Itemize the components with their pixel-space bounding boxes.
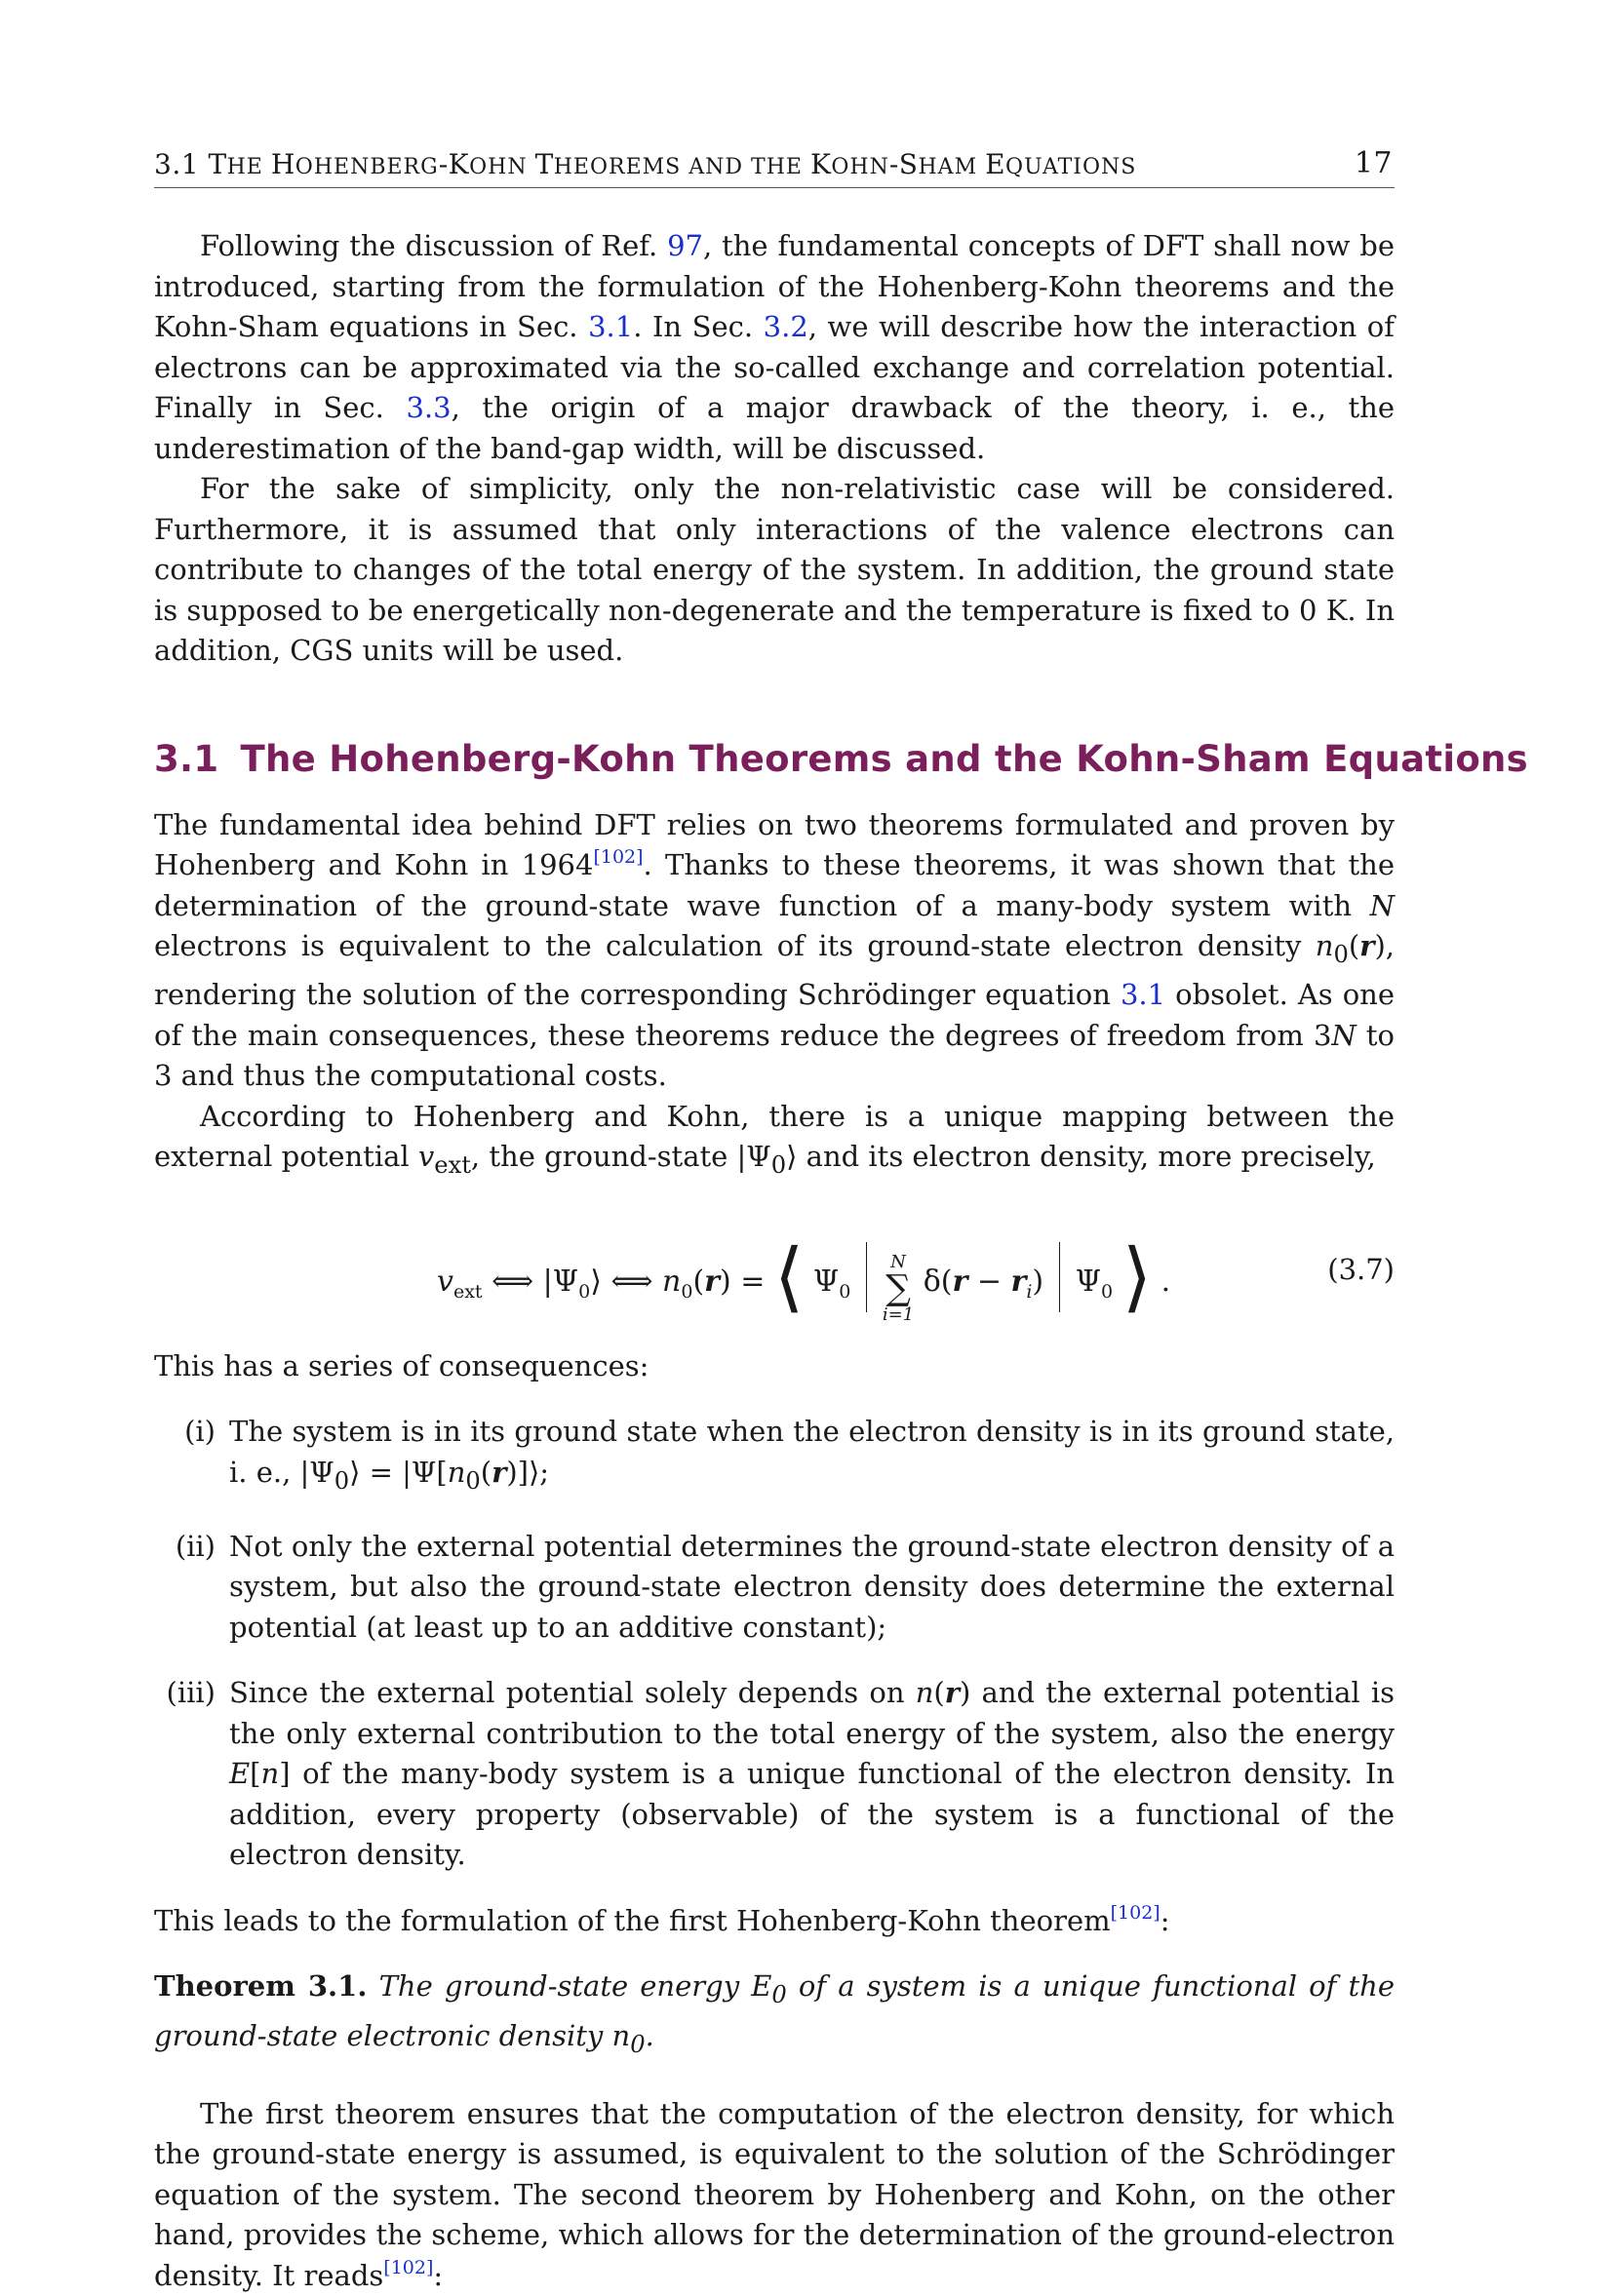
body-paragraph-4: This leads to the formulation of the first Hohenberg-Kohn theorem[102]: [154, 1901, 1170, 1937]
list-item-marker: (ii) [175, 1529, 216, 1563]
reference-link[interactable]: [102] [593, 846, 644, 868]
list-item-text: Since the external potential solely depends on n(r) and the external potential is the only external contribution to the total energy of the system, also the energy E[n] of the many-body system is a unique functional of the electron density. In addition, every property (observable) of the system is a functional of the electron density. [229, 1676, 1395, 1872]
body-paragraph-2: According to Hohenberg and Kohn, there is a unique mapping between the external potential $v_{ext}$, the ground-state $|\Psi_0⟩$ and its electron density, more precisely, [154, 1099, 1395, 1180]
body-paragraph-5: The first theorem ensures that the computation of the electron density, for which the ground-state energy is assumed, is equivalent to the solution of the Schrödinger equation of the system. The second theorem by Hohenberg and Kohn, on the other hand, provides the scheme, which allows for the determination of the ground-electron density. It reads[102]: [154, 2096, 1395, 2292]
reference-link[interactable]: 3.1 [1120, 978, 1166, 1012]
list-item-marker: (iii) [166, 1676, 216, 1710]
intro-paragraph-2: For the sake of simplicity, only the non-relativistic case will be considered. Furthermore, it is assumed that only interactions of the valence electrons can contribute to changes of the total energy of the system. In addition, the ground state is supposed to be energetically non-degenerate and the temperature is fixed to 0 K. In addition, CGS units will be used. [154, 472, 1395, 667]
reference-link[interactable]: [102] [383, 2256, 434, 2278]
reference-link[interactable]: 97 [667, 229, 703, 262]
equation-3-7 [154, 1216, 1395, 1333]
theorem-label: Theorem 3.1. [154, 1969, 368, 2004]
body-paragraph-3: This has a series of consequences: [154, 1348, 649, 1382]
reference-link[interactable]: 3.3 [406, 391, 452, 424]
list-item [154, 1527, 1395, 1649]
page-number: 17 [1354, 146, 1393, 180]
list-item-text: The system is in its ground state when the electron density is in its ground state, i. e., $|\Psi_0⟩$ = $|\Psi[n_0(r)]⟩$; [229, 1415, 1395, 1495]
section-heading: 3.1 The Hohenberg-Kohn Theorems and the Kohn-Sham Equations [154, 737, 1529, 780]
page-body [154, 226, 1529, 2296]
running-header [154, 144, 1395, 188]
intro-paragraph-1: Following the discussion of Ref. 97, the fundamental concepts of DFT shall now be introduced, starting from the formulation of the Hohenberg-Kohn theorems and the Kohn-Sham equations in Sec. 3.1. In Sec. 3.2, we will describe how the interaction of electrons can be approximated via the so-called exchange and correlation potential. Finally in Sec. 3.3, the origin of a major drawback of the theory, i. e., the underestimation of the band-gap width, will be discussed. [154, 229, 1396, 465]
reference-link[interactable]: 3.1 [588, 310, 634, 343]
summation: N ∑ i=1 [882, 1251, 915, 1325]
running-title: 3.1 THE HOHENBERG-KOHN THEOREMS AND THE KOHN-SHAM EQUATIONS [154, 148, 1137, 180]
consequence-list [154, 1412, 1395, 1876]
list-item [154, 1673, 1395, 1876]
theorem-3-1 [154, 1966, 1395, 2065]
reference-link[interactable]: 3.2 [763, 310, 808, 343]
equation-label: (3.7) [1327, 1252, 1395, 1286]
list-item-marker: (i) [184, 1415, 216, 1449]
theorem-statement: The ground-state energy $E_0$ of a system is a unique functional of the ground-state electronic density $n_0$. [154, 1969, 1395, 2058]
list-item [154, 1412, 1395, 1501]
reference-link[interactable]: [102] [1110, 1901, 1161, 1924]
list-item-text: Not only the external potential determines the ground-state electron density of a system, but also the ground-state electron density does determine the external potential (at least up to an additive constant); [229, 1529, 1395, 1644]
body-paragraph-1: The fundamental idea behind DFT relies on two theorems formulated and proven by Hohenberg and Kohn in 1964[102]. Thanks to these theorems, it was shown that the determination of the ground-state wave function of a many-body system with N electrons is equivalent to the calculation of its ground-state electron density $n_0(r)$, rendering the solution of the corresponding Schrödinger equation 3.1 obsolet. As one of the main consequences, these theorems reduce the degrees of freedom from 3N to 3 and thus the computational costs. [154, 807, 1395, 1093]
equation-formula: $v_{ext}$ ⟺ $|\Psi_0⟩$ ⟺ $n_0(r)$ = ⟨ $\Psi_0$ N ∑ i=1 $\delta(r - r_i)$ $\Psi_0$ ⟩ . [437, 1232, 1171, 1325]
